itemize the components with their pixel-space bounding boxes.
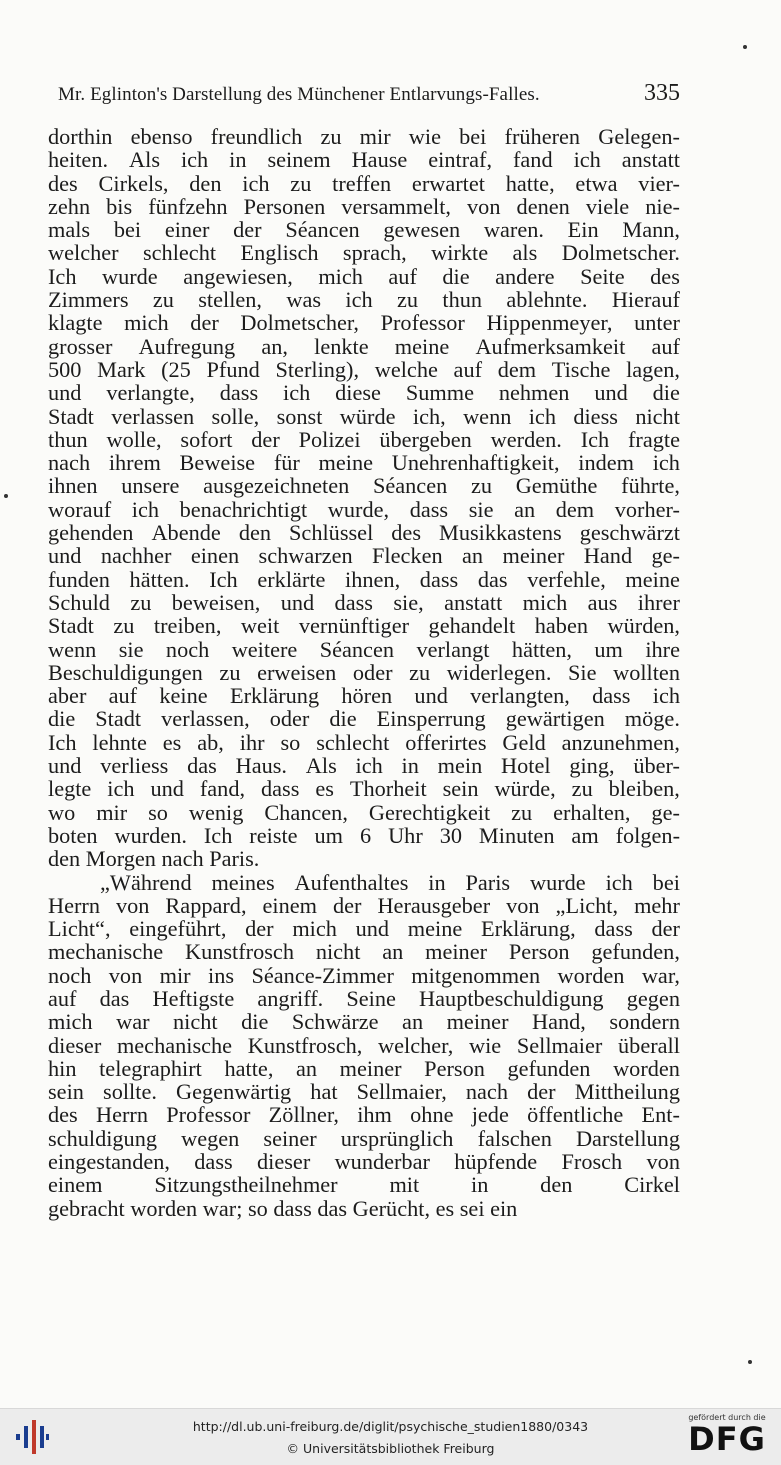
text-line: sein sollte. Gegenwärtig hat Sellmaier, nach der Mittheilung xyxy=(48,1079,680,1105)
text-line: und verliess das Haus. Als ich in mein Hotel ging, über- xyxy=(48,753,680,779)
text-line: nach ihrem Beweise für meine Unehrenhaftigkeit, indem ich xyxy=(48,450,680,476)
running-header xyxy=(58,80,680,108)
text-line: gebracht worden war; so dass das Gerücht, es sei ein xyxy=(48,1195,518,1221)
text-line: gehenden Abende den Schlüssel des Musikkastens geschwärzt xyxy=(48,520,680,546)
text-line: den Morgen nach Paris. xyxy=(48,846,260,872)
text-line: des Herrn Professor Zöllner, ihm ohne jede öffentliche Ent- xyxy=(48,1102,680,1128)
dfg-logo-text: DFG xyxy=(688,1420,766,1458)
dfg-tagline: gefördert durch die xyxy=(688,1413,766,1422)
text-line: wenn sie noch weitere Séancen verlangt hätten, um ihre xyxy=(48,636,680,662)
text-line: hin telegraphirt hatte, an meiner Person gefunden worden xyxy=(48,1055,680,1081)
text-line: legte ich und fand, dass es Thorheit sein würde, zu bleiben, xyxy=(48,776,680,802)
text-line: mich war nicht die Schwärze an meiner Hand, sondern xyxy=(48,1009,680,1035)
text-line: Licht“, eingeführt, der mich und meine Erklärung, dass der xyxy=(48,916,680,942)
scan-speck xyxy=(748,1360,752,1364)
text-line: eingestanden, dass dieser wunderbar hüpfende Frosch von xyxy=(48,1149,680,1175)
document-url[interactable]: http://dl.ub.uni-freiburg.de/diglit/psychische_studien1880/0343 xyxy=(192,1419,589,1434)
text-line: mechanische Kunstfrosch nicht an meiner Person gefunden, xyxy=(48,939,680,965)
text-line: funden hätten. Ich erklärte ihnen, dass das verfehle, meine xyxy=(48,566,680,592)
text-line: boten wurden. Ich reiste um 6 Uhr 30 Minuten am folgen- xyxy=(48,822,680,848)
text-line: aber auf keine Erklärung hören und verlangten, dass ich xyxy=(48,683,680,709)
text-line: Schuld zu beweisen, und dass sie, anstatt mich aus ihrer xyxy=(48,589,680,615)
text-line: Herrn von Rappard, einem der Herausgeber von „Licht, mehr xyxy=(48,892,680,918)
text-line: „Während meines Aufenthaltes in Paris wurde ich bei xyxy=(100,869,680,895)
text-line: dorthin ebenso freundlich zu mir wie bei früheren Gelegen- xyxy=(48,124,680,149)
text-line: thun wolle, sofort der Polizei übergeben werden. Ich fragte xyxy=(48,426,680,452)
text-line: Stadt verlassen solle, sonst würde ich, wenn ich diess nicht xyxy=(48,403,680,429)
text-line: Beschuldigungen zu erweisen oder zu widerlegen. Sie wollten xyxy=(48,659,680,685)
text-line: Ich lehnte es ab, ihr so schlecht offerirtes Geld anzunehmen, xyxy=(48,729,680,755)
text-line: und verlangte, dass ich diese Summe nehmen und die xyxy=(48,380,680,406)
scan-speck xyxy=(4,494,8,498)
text-line: die Stadt verlassen, oder die Einsperrung gewärtigen möge. xyxy=(48,706,680,732)
text-line: 500 Mark (25 Pfund Sterling), welche auf dem Tische lagen, xyxy=(48,356,680,382)
text-line: ihnen unsere ausgezeichneten Séancen zu Gemüthe führte, xyxy=(48,473,680,499)
text-line: heiten. Als ich in seinem Hause eintraf, fand ich anstatt xyxy=(48,147,680,173)
text-line: Zimmers zu stellen, was ich zu thun ablehnte. Hierauf xyxy=(48,287,680,313)
viewer-footer xyxy=(0,1408,781,1465)
page-number: 335 xyxy=(644,80,680,106)
header-title: Mr. Eglinton's Darstellung des Münchener Entlarvungs-Falles. xyxy=(58,84,540,105)
text-line: mals bei einer der Séancen gewesen waren. Ein Mann, xyxy=(48,217,680,243)
text-line: Ich wurde angewiesen, mich auf die andere Seite des xyxy=(48,263,680,289)
copyright-notice: © Universitätsbibliothek Freiburg xyxy=(286,1441,495,1456)
body-text xyxy=(48,125,680,1220)
text-line: dieser mechanische Kunstfrosch, welcher, wie Sellmaier überall xyxy=(48,1032,680,1058)
text-line: und nachher einen schwarzen Flecken an meiner Hand ge- xyxy=(48,543,680,569)
scan-speck xyxy=(743,45,747,49)
text-line: einem Sitzungstheilnehmer mit in den Cirkel xyxy=(48,1172,680,1198)
text-line: Stadt zu treiben, weit vernünftiger gehandelt haben würden, xyxy=(48,613,680,639)
text-line: wo mir so wenig Chancen, Gerechtigkeit zu erhalten, ge- xyxy=(48,799,680,825)
text-line: klagte mich der Dolmetscher, Professor Hippenmeyer, unter xyxy=(48,310,680,336)
text-line: grosser Aufregung an, lenkte meine Aufmerksamkeit auf xyxy=(48,333,680,359)
text-line: welcher schlecht Englisch sprach, wirkte als Dolmetscher. xyxy=(48,240,680,266)
text-line: noch von mir ins Séance-Zimmer mitgenommen worden war, xyxy=(48,962,680,988)
text-line: worauf ich benachrichtigt wurde, dass sie an dem vorher- xyxy=(48,496,680,522)
dfg-logo xyxy=(685,1413,769,1463)
text-line: auf das Heftigste angriff. Seine Hauptbeschuldigung gegen xyxy=(48,985,680,1011)
text-line: zehn bis fünfzehn Personen versammelt, von denen viele nie- xyxy=(48,193,680,219)
text-line: schuldigung wegen seiner ursprünglich falschen Darstellung xyxy=(48,1125,680,1151)
text-line: des Cirkels, den ich zu treffen erwartet hatte, etwa vier- xyxy=(48,170,680,196)
